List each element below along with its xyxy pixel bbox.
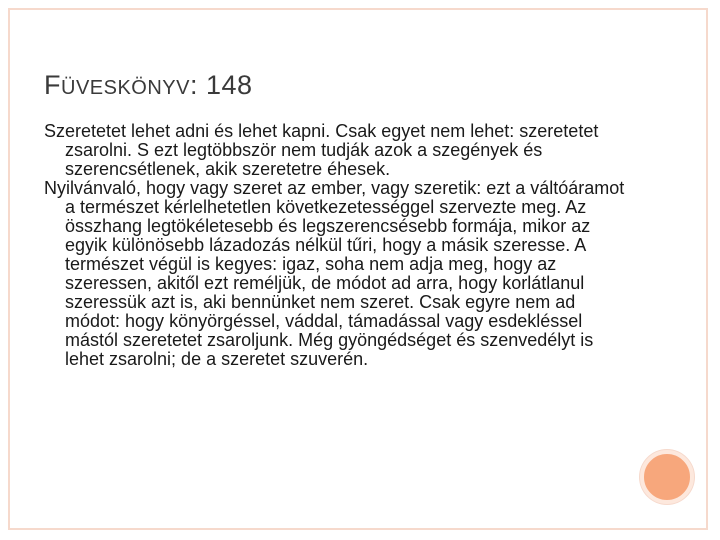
decorative-circle [640,450,694,504]
slide-title [44,70,253,101]
title-first-letter: F [44,70,61,100]
slide-body [44,122,634,369]
title-suffix: : 148 [189,70,253,100]
title-small-caps: ÜVESKÖNYV [61,77,190,99]
body-paragraph-2: Nyilvánvaló, hogy vagy szeret az ember, vagy szeretik: ezt a váltóáramot a természet kérlelhetetlen következetességgel szervezte meg. Az összhang legtökéletesebb és legszerencsésebb formája, mikor az egyik különösebb lázadozás nélkül tűri, hogy a másik szeresse. A természet végül is kegyes: igaz, soha nem adja meg, hogy az szeressen, akitől ezt reméljük, de módot ad arra, hogy korlátlanul szeressük azt is, aki bennünket nem szeret. Csak egyre nem ad módot: hogy könyörgéssel, váddal, támadással vagy esdekléssel mástól szeretetet zsaroljunk. Még gyöngédséget és szenvedélyt is lehet zsarolni; de a szeretet szuverén. [44,178,625,369]
body-paragraph-1: Szeretetet lehet adni és lehet kapni. Csak egyet nem lehet: szeretetet zsarolni. S ezt legtöbbször nem tudják azok a szegények és szerencsétlenek, akik szeretetre éhesek. [44,121,599,179]
